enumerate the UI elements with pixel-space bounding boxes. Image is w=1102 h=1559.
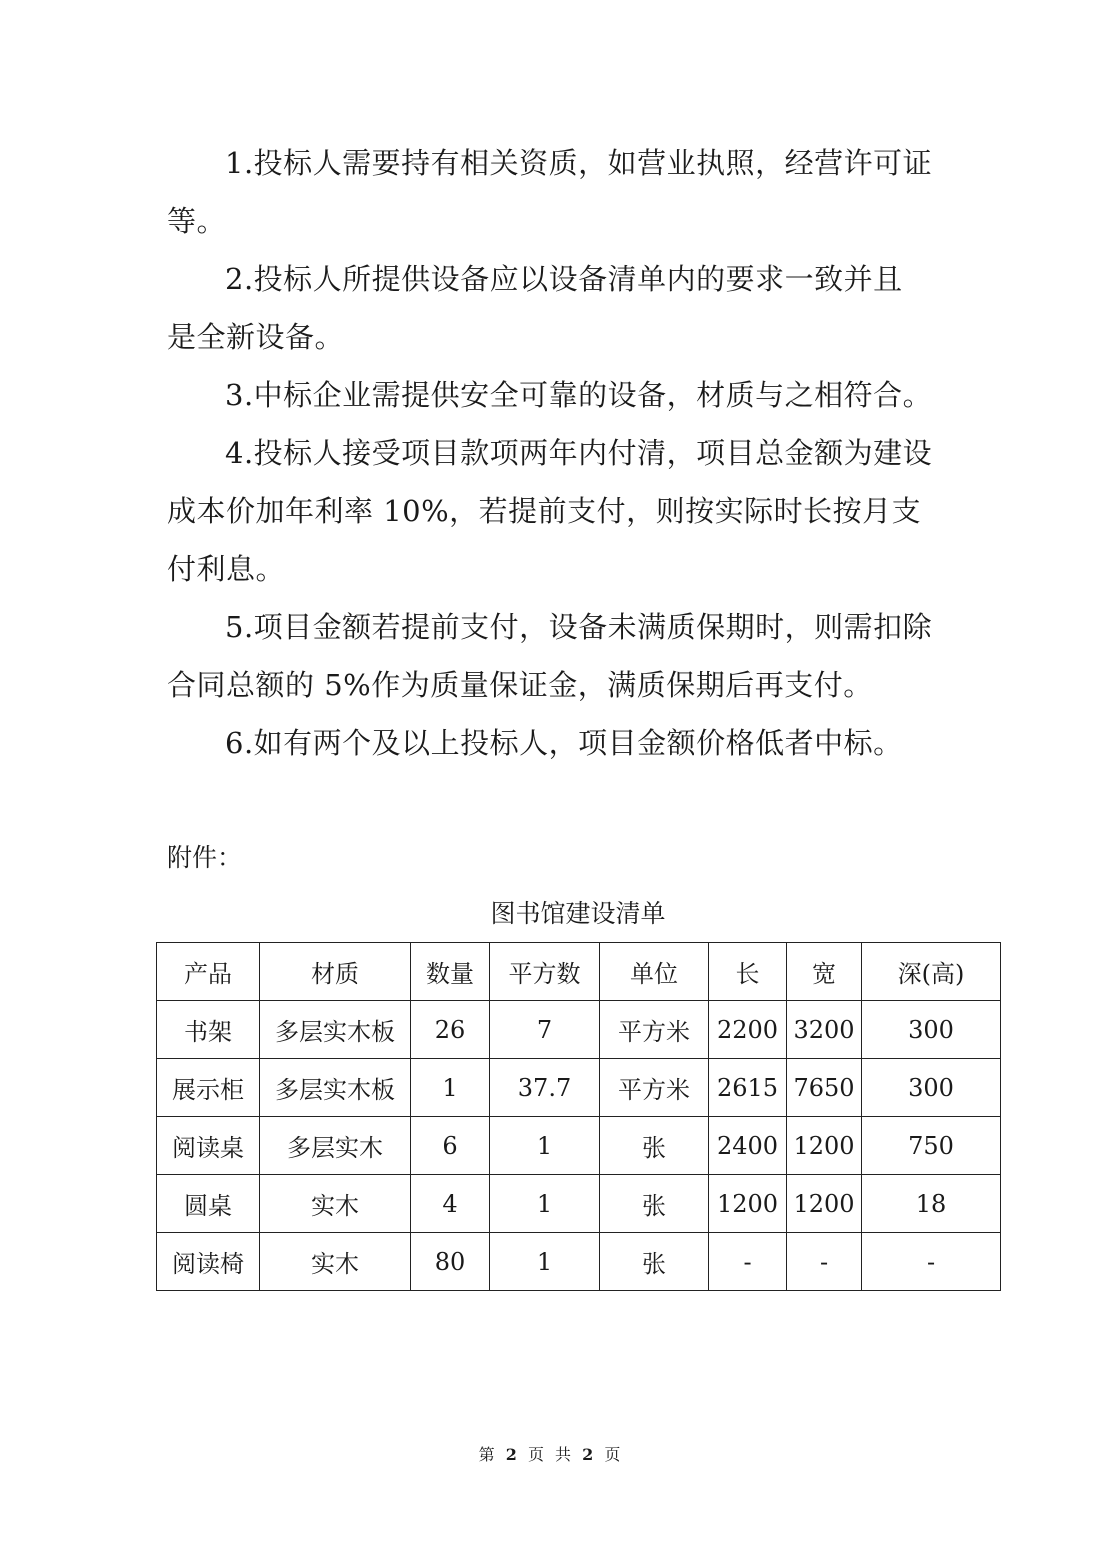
- table-cell: 26: [411, 1001, 490, 1059]
- table-cell: 1: [490, 1233, 600, 1291]
- footer-prefix: 第: [478, 1445, 498, 1464]
- equipment-table: [156, 942, 1001, 1291]
- table-cell: 750: [862, 1117, 1001, 1175]
- table-row: [157, 1059, 1001, 1117]
- table-cell: 1: [490, 1175, 600, 1233]
- requirement-5: 5.项目金额若提前支付，设备未满质保期时，则需扣除合同总额的 5%作为质量保证金，满质保期后再支付。: [167, 610, 933, 702]
- table-cell: 300: [862, 1059, 1001, 1117]
- header-cell: 单位: [600, 943, 709, 1001]
- table-cell: -: [709, 1233, 787, 1291]
- table-cell: 1200: [709, 1175, 787, 1233]
- table-cell: 张: [600, 1117, 709, 1175]
- requirement-2: 2.投标人所提供设备应以设备清单内的要求一致并且是全新设备。: [167, 262, 903, 354]
- footer-page-number: 2: [505, 1445, 520, 1464]
- table-cell: 300: [862, 1001, 1001, 1059]
- table-cell: 37.7: [490, 1059, 600, 1117]
- table-cell: 多层实木板: [260, 1059, 411, 1117]
- footer-middle: 页 共: [527, 1445, 575, 1464]
- table-cell: 1: [490, 1117, 600, 1175]
- header-cell: 数量: [411, 943, 490, 1001]
- table-cell: 3200: [787, 1001, 862, 1059]
- table-cell: 张: [600, 1175, 709, 1233]
- table-cell: 阅读桌: [157, 1117, 260, 1175]
- table-row: [157, 1233, 1001, 1291]
- table-cell: 1200: [787, 1117, 862, 1175]
- requirement-1: 1.投标人需要持有相关资质，如营业执照，经营许可证等。: [167, 146, 933, 238]
- table-cell: 圆桌: [157, 1175, 260, 1233]
- header-cell: 宽: [787, 943, 862, 1001]
- attachment-label: 附件：: [167, 843, 243, 872]
- table-cell: 6: [411, 1117, 490, 1175]
- table-cell: 多层实木板: [260, 1001, 411, 1059]
- table-cell: 阅读椅: [157, 1233, 260, 1291]
- table-cell: 2200: [709, 1001, 787, 1059]
- table-cell: 张: [600, 1233, 709, 1291]
- table-cell: 书架: [157, 1001, 260, 1059]
- table-cell: 1: [411, 1059, 490, 1117]
- table-cell: 4: [411, 1175, 490, 1233]
- footer-total-pages: 2: [582, 1445, 597, 1464]
- table-cell: 实木: [260, 1175, 411, 1233]
- table-cell: -: [862, 1233, 1001, 1291]
- table-row: [157, 1001, 1001, 1059]
- table-cell: 平方米: [600, 1001, 709, 1059]
- table-cell: 80: [411, 1233, 490, 1291]
- table-header-row: [157, 943, 1001, 1001]
- requirement-6: 6.如有两个及以上投标人，项目金额价格低者中标。: [225, 726, 903, 760]
- table-row: [157, 1117, 1001, 1175]
- table-cell: 平方米: [600, 1059, 709, 1117]
- header-cell: 产品: [157, 943, 260, 1001]
- header-cell: 深(高): [862, 943, 1001, 1001]
- table-title: 图书馆建设清单: [490, 899, 666, 928]
- table-cell: 18: [862, 1175, 1001, 1233]
- table-cell: 多层实木: [260, 1117, 411, 1175]
- table-cell: 2400: [709, 1117, 787, 1175]
- header-cell: 长: [709, 943, 787, 1001]
- header-cell: 材质: [260, 943, 411, 1001]
- requirement-3: 3.中标企业需提供安全可靠的设备，材质与之相符合。: [225, 378, 933, 412]
- table-cell: 实木: [260, 1233, 411, 1291]
- requirement-4: 4.投标人接受项目款项两年内付清，项目总金额为建设成本价加年利率 10%，若提前支付，则按实际时长按月支付利息。: [167, 436, 933, 586]
- table-cell: 7: [490, 1001, 600, 1059]
- footer-suffix: 页: [604, 1445, 624, 1464]
- header-cell: 平方数: [490, 943, 600, 1001]
- table-cell: 7650: [787, 1059, 862, 1117]
- table-cell: 展示柜: [157, 1059, 260, 1117]
- table-row: [157, 1175, 1001, 1233]
- table-cell: 1200: [787, 1175, 862, 1233]
- table-cell: -: [787, 1233, 862, 1291]
- page-footer: [0, 1443, 1102, 1467]
- table-cell: 2615: [709, 1059, 787, 1117]
